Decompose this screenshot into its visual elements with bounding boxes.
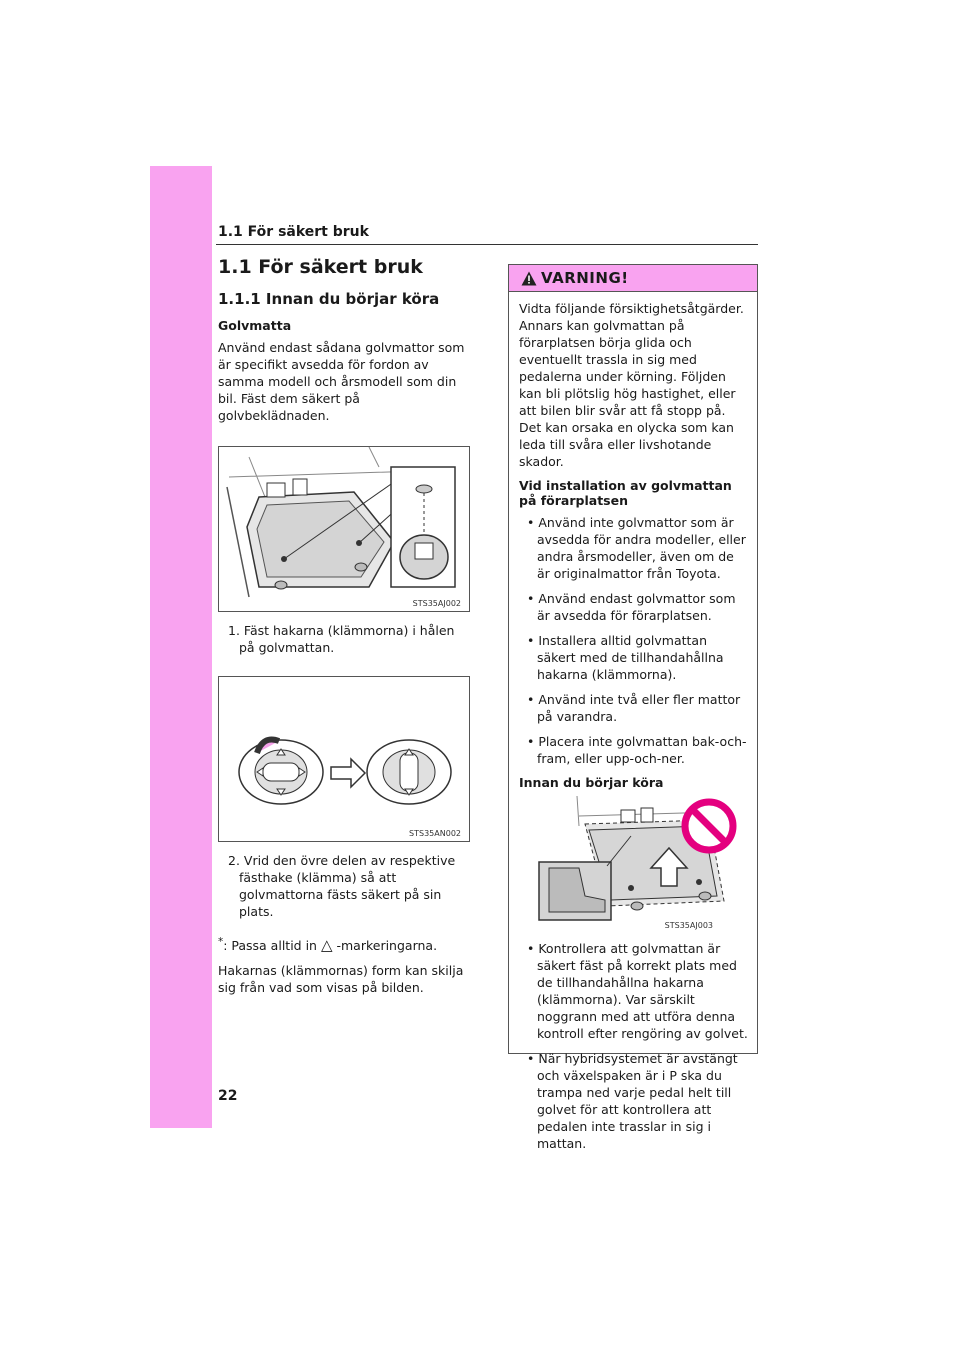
shape-note: Hakarnas (klämmornas) form kan skilja sig från vad som visas på bilden. (218, 963, 464, 996)
warning-intro: Vidta följande försiktighetsåtgärder. Annars kan golvmattan på förarplatsen börja glida och eventuellt trassla in sig med pedalerna under körning. Följden kan bli plötslig hög hastighet, eller att bilen blir svår att få stopp på. Det kan orsaka en olycka som kan leda till svåra eller livshotande skador. (519, 301, 744, 469)
install-heading: Vid installation av golvmattan på förarplatsen (519, 478, 732, 508)
list-item: • Använd endast golvmattor som är avsedda för förarplatsen. (519, 590, 749, 624)
figure-code: STS35AN002 (409, 829, 461, 838)
page-number: 22 (218, 1088, 238, 1104)
footnote-mark: * (218, 936, 224, 948)
mat-warning-illustration (519, 796, 743, 930)
running-head: 1.1 För säkert bruk (218, 224, 369, 240)
figure-code: STS35AJ003 (664, 921, 713, 930)
warning-header (509, 265, 757, 292)
list-item: • Installera alltid golvmattan säkert med de tillhandahållna hakarna (klämmorna). (519, 632, 749, 683)
before-driving-heading: Innan du börjar köra (519, 775, 664, 790)
hook-rotation-illustration (219, 677, 469, 841)
list-item: • Använd inte två eller fler mattor på varandra. (519, 691, 749, 725)
figure-floor-mat (218, 446, 470, 612)
list-item: • Placera inte golvmattan bak-och-fram, eller upp-och-ner. (519, 733, 749, 767)
figure-code: STS35AJ002 (412, 599, 461, 608)
section-title: 1.1 För säkert bruk (218, 256, 423, 278)
list-item: • När hybridsystemet är avstängt och växelspaken är i P ska du trampa ned varje pedal helt till golvet för att kontrollera att pedalen inte trasslar in sig i mattan. (519, 1050, 749, 1152)
floor-mat-illustration (219, 447, 469, 611)
footnote-text-before: : Passa alltid in (223, 938, 321, 954)
install-list (519, 514, 749, 767)
warning-title: VARNING! (541, 269, 629, 287)
warning-box (508, 264, 758, 1151)
step-1: 1. Fäst hakarna (klämmorna) i hålen på golvmattan. (228, 623, 455, 655)
subsection-title: 1.1.1 Innan du börjar köra (218, 290, 440, 308)
side-margin-band (150, 166, 212, 1128)
bottom-margin-band (150, 1078, 212, 1128)
footnote (218, 934, 470, 954)
intro-paragraph: Använd endast sådana golvmattor som är specifikt avsedda för fordon av samma modell och årsmodell som din bil. Fäst dem säkert på golvbeklädnaden. (218, 340, 465, 423)
header-rule (216, 244, 758, 245)
warning-icon (521, 271, 537, 286)
list-item: • Använd inte golvmattor som är avsedda för andra modeller, eller andra årsmodeller, även om de är originalmattor från Toyota. (519, 514, 749, 582)
step-2: 2. Vrid den övre delen av respektive fästhake (klämma) så att golvmattorna fästs säkert på sin plats. (228, 853, 456, 919)
figure-mat-warning (519, 796, 743, 930)
topic-heading: Golvmatta (218, 318, 292, 333)
triangle-mark-icon: △ (320, 936, 333, 955)
before-driving-list (519, 940, 749, 1152)
footnote-text-after: -markeringarna. (332, 938, 438, 954)
warning-body (509, 292, 757, 1152)
list-item: • Kontrollera att golvmattan är säkert fäst på korrekt plats med de tillhandahållna hakarna (klämmorna). Var särskilt noggrann med att utföra denna kontroll efter rengöring av golvet. (519, 940, 749, 1042)
figure-hook-rotation (218, 676, 470, 842)
left-column (218, 256, 470, 1004)
